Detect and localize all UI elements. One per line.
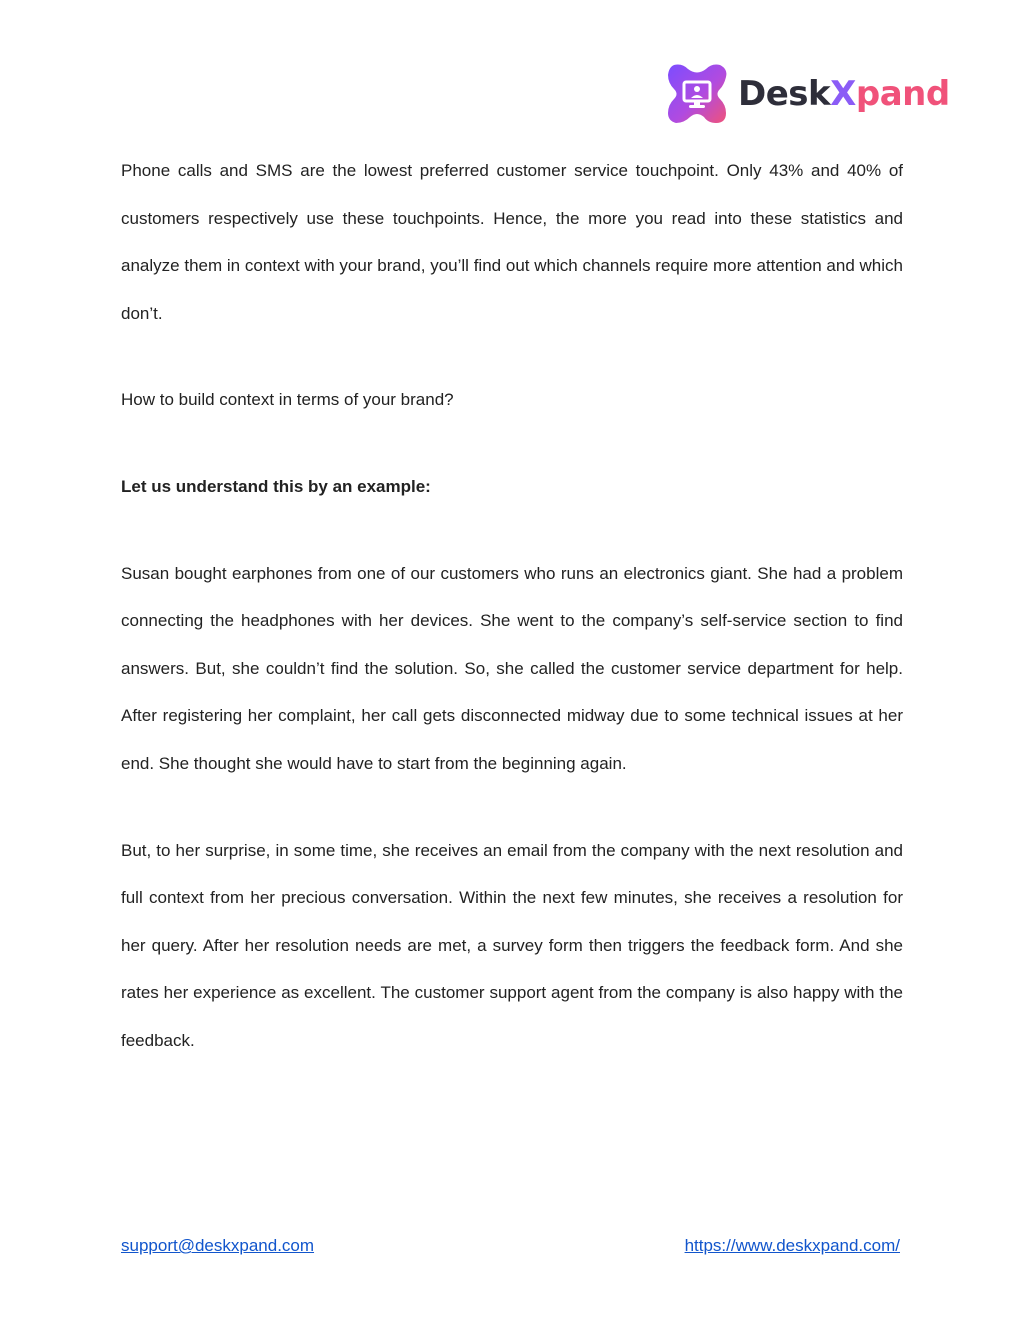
brand-name-part1: Desk: [738, 74, 831, 114]
support-email-link[interactable]: support@deskxpand.com: [121, 1236, 315, 1255]
paragraph-resolution-story: But, to her surprise, in some time, she receives an email from the company with the next resolution and full context from her precious conversation. Within the next few minutes, she receives a resolution for her query. After her resolution needs are met, a survey form then triggers the feedback form. And she rates her experience as excellent. The customer support agent from the company is also happy with the feedback.: [121, 840, 903, 1050]
paragraph-susan-story: Susan bought earphones from one of our customers who runs an electronics giant. She had a problem connecting the headphones with her devices. She went to the company’s self-service section to find answers. But, she couldn’t find the solution. So, she called the customer service department for help. After registering her complaint, her call gets disconnected midway due to some technical issues at her end. She thought she would have to start from the beginning again.: [121, 563, 903, 773]
brand-logo: [664, 60, 950, 128]
website-link[interactable]: https://www.deskxpand.com/: [684, 1236, 900, 1255]
brand-name-part3: pand: [855, 74, 950, 114]
brand-wordmark: [738, 74, 950, 114]
monitor-person-icon: [664, 61, 730, 127]
document-body: [121, 147, 903, 1104]
paragraph-channel-stats: Phone calls and SMS are the lowest preferred customer service touchpoint. Only 43% and 40% of customers respectively use these touchpoints. Hence, the more you read into these statistics and analyze them in context with your brand, you’ll find out which channels require more attention and which don’t.: [121, 161, 903, 323]
paragraph-example-heading: Let us understand this by an example:: [121, 476, 431, 496]
brand-name-part2: X: [830, 74, 856, 114]
paragraph-build-context-question: How to build context in terms of your brand?: [121, 390, 454, 410]
